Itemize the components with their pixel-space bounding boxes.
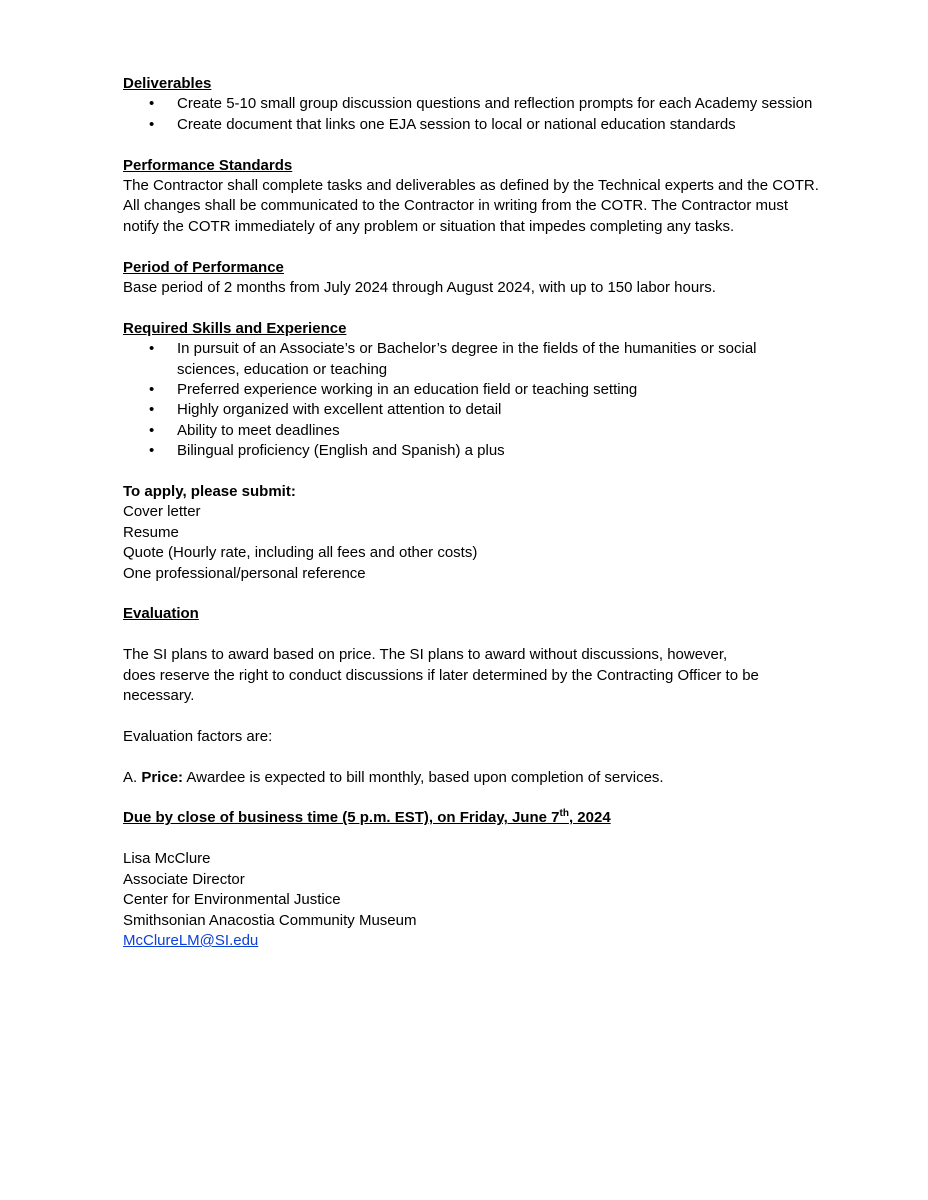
performance-standards-text: The Contractor shall complete tasks and deliverables as defined by the Technical experts and the COTR. All changes shall be communicated to the Contractor in writing from the COTR. The Contractor must notify the COTR immediately of any problem or situation that impedes completing any tasks. xyxy=(123,177,819,235)
contact-title: Associate Director xyxy=(123,870,245,888)
list-item: Quote (Hourly rate, including all fees and other costs) xyxy=(123,544,478,562)
list-item: • Ability to meet deadlines xyxy=(123,421,823,441)
due-text: Due by close of business time (5 p.m. EST), on Friday, June 7 xyxy=(123,809,560,827)
list-item: • In pursuit of an Associate’s or Bachelor’s degree in the fields of the humanities or social sciences, education or teaching xyxy=(123,339,823,380)
required-skills-list xyxy=(123,339,823,461)
period-of-performance-heading: Period of Performance xyxy=(123,258,284,276)
contact-name: Lisa McClure xyxy=(123,850,211,868)
list-item: • Preferred experience working in an education field or teaching setting xyxy=(123,380,823,400)
list-item: • Create document that links one EJA session to local or national education standards xyxy=(123,115,823,135)
factor-text: Awardee is expected to bill monthly, based upon completion of services. xyxy=(183,768,664,786)
due-year: , 2024 xyxy=(568,809,611,827)
list-item: • Highly organized with excellent attention to detail xyxy=(123,400,823,420)
deliverables-section xyxy=(123,74,823,135)
period-of-performance-section xyxy=(123,258,823,299)
due-superscript: th xyxy=(559,808,569,820)
list-item: • Create 5-10 small group discussion questions and reflection prompts for each Academy session xyxy=(123,94,823,114)
contact-block xyxy=(123,849,823,951)
deliverables-list xyxy=(123,94,823,135)
factor-label: Price: xyxy=(141,768,184,786)
evaluation-heading: Evaluation xyxy=(123,605,199,623)
due-date-line xyxy=(123,808,823,828)
contact-department: Center for Environmental Justice xyxy=(123,891,341,909)
apply-heading: To apply, please submit: xyxy=(123,483,296,501)
period-of-performance-text: Base period of 2 months from July 2024 through August 2024, with up to 150 labor hours. xyxy=(123,279,716,297)
evaluation-factors-intro: Evaluation factors are: xyxy=(123,727,273,745)
apply-section xyxy=(123,482,823,584)
document-page xyxy=(123,74,823,951)
list-item: • Bilingual proficiency (English and Spanish) a plus xyxy=(123,441,823,461)
required-skills-section xyxy=(123,319,823,462)
list-item: One professional/personal reference xyxy=(123,564,366,582)
list-item: Cover letter xyxy=(123,503,201,521)
performance-standards-heading: Performance Standards xyxy=(123,156,293,174)
list-item: Resume xyxy=(123,523,179,541)
performance-standards-section xyxy=(123,156,823,238)
contact-organization: Smithsonian Anacostia Community Museum xyxy=(123,911,417,929)
evaluation-factor-price xyxy=(123,768,823,788)
contact-email-link[interactable]: McClureLM@SI.edu xyxy=(123,931,259,949)
required-skills-heading: Required Skills and Experience xyxy=(123,319,347,337)
evaluation-text: The SI plans to award based on price. The SI plans to award without discussions, however, does reserve the right to conduct discussions if later determined by the Contracting Officer to be necessary. xyxy=(123,646,759,705)
evaluation-heading-block xyxy=(123,604,823,624)
deliverables-heading: Deliverables xyxy=(123,75,212,92)
factor-prefix: A. xyxy=(123,768,142,786)
